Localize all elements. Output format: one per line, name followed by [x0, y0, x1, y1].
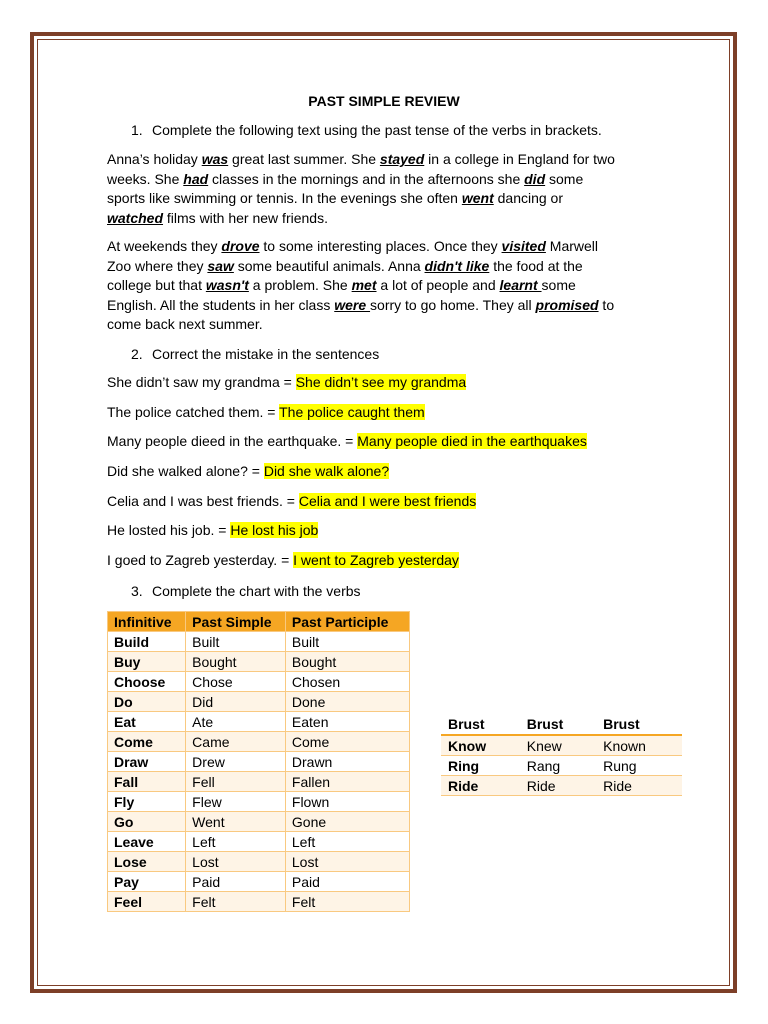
table-cell: Ring — [441, 756, 520, 776]
p1-line-1 — [107, 150, 667, 170]
section2-text: Correct the mistake in the sentences — [152, 346, 380, 362]
past-simple-cell: Went — [186, 812, 286, 832]
table-cell: Ride — [596, 776, 682, 796]
table-cell: Rang — [520, 756, 596, 776]
corrected-sentence: I went to Zagreb yesterday — [293, 552, 459, 568]
answer: did — [524, 170, 546, 187]
correction-item — [107, 492, 476, 512]
mistake-sentence: The police catched them. = — [107, 404, 280, 420]
p1-line-2 — [107, 170, 667, 190]
past-simple-cell: Felt — [186, 892, 286, 912]
past-simple-cell: Left — [186, 832, 286, 852]
infinitive-cell: Draw — [108, 752, 186, 772]
correction-item — [107, 373, 466, 393]
p2-line-3 — [107, 276, 667, 296]
past-simple-cell: Drew — [186, 752, 286, 772]
past-simple-cell: Did — [186, 692, 286, 712]
corrected-sentence: She didn’t see my grandma — [295, 374, 467, 390]
answer: had — [183, 170, 209, 187]
table-header-row — [108, 612, 410, 632]
answer: didn't like — [424, 257, 490, 274]
correction-item — [107, 432, 587, 452]
infinitive-cell: Come — [108, 732, 186, 752]
header-past-simple: Past Simple — [186, 612, 286, 632]
text: a lot of people and — [376, 277, 500, 293]
section3-text: Complete the chart with the verbs — [152, 583, 361, 599]
section1-instruction — [131, 122, 602, 138]
text: At weekends they — [107, 238, 222, 254]
header-cell: Brust — [441, 714, 520, 735]
section1-number: 1. — [131, 122, 143, 138]
past-participle-cell: Eaten — [285, 712, 409, 732]
table-cell: Rung — [596, 756, 682, 776]
answer: was — [201, 151, 229, 167]
table-row — [108, 752, 410, 772]
table-row — [441, 735, 682, 756]
past-simple-cell: Flew — [186, 792, 286, 812]
table-header-row — [441, 714, 682, 735]
answer: were — [334, 296, 371, 313]
text: sports like swimming or tennis. In the evenings she often — [107, 190, 462, 206]
correction-item — [107, 521, 318, 541]
text: Marwell — [545, 238, 599, 254]
infinitive-cell: Eat — [108, 712, 186, 732]
text: to — [598, 296, 615, 313]
past-participle-cell: Flown — [285, 792, 409, 812]
table-row — [108, 632, 410, 652]
page-title: PAST SIMPLE REVIEW — [308, 93, 460, 109]
p1-line-4 — [107, 209, 667, 229]
table-row — [108, 712, 410, 732]
text: sorry to go home. They all — [370, 296, 536, 313]
text: some — [545, 170, 584, 187]
answer: went — [461, 190, 494, 206]
text: dancing or — [493, 190, 564, 206]
past-simple-cell: Built — [186, 632, 286, 652]
corrected-sentence: The police caught them — [279, 404, 425, 420]
mistake-sentence: Celia and I was best friends. = — [107, 493, 299, 509]
answer: saw — [207, 257, 234, 274]
table-row — [108, 892, 410, 912]
table-row — [108, 732, 410, 752]
text: some — [541, 277, 576, 293]
text: great last summer. She — [228, 151, 380, 167]
section2-instruction — [131, 346, 379, 362]
answer: learnt — [499, 277, 542, 293]
table-row — [441, 756, 682, 776]
answer: met — [351, 277, 377, 293]
section3-instruction — [131, 583, 361, 599]
answer: wasn't — [205, 277, 249, 293]
infinitive-cell: Fly — [108, 792, 186, 812]
answer: watched — [107, 209, 164, 226]
text: some beautiful animals. Anna — [233, 257, 425, 274]
table-cell: Ride — [520, 776, 596, 796]
infinitive-cell: Build — [108, 632, 186, 652]
past-simple-cell: Fell — [186, 772, 286, 792]
table-row — [108, 692, 410, 712]
p2-line-4 — [107, 296, 667, 316]
table-cell: Ride — [441, 776, 520, 796]
past-simple-cell: Paid — [186, 872, 286, 892]
table-row — [108, 872, 410, 892]
past-participle-cell: Paid — [285, 872, 409, 892]
correction-item — [107, 462, 389, 482]
infinitive-cell: Do — [108, 692, 186, 712]
table-row — [108, 772, 410, 792]
text: college but that — [107, 277, 206, 293]
past-participle-cell: Bought — [285, 652, 409, 672]
text: a problem. She — [248, 277, 352, 293]
mistake-sentence: Did she walked alone? = — [107, 463, 264, 479]
table-row — [108, 812, 410, 832]
past-participle-cell: Chosen — [285, 672, 409, 692]
section2-number: 2. — [131, 346, 143, 362]
corrected-sentence: Celia and I were best friends — [298, 493, 477, 509]
text: weeks. She — [107, 170, 184, 187]
past-participle-cell: Felt — [285, 892, 409, 912]
mistake-sentence: Many people dieed in the earthquake. = — [107, 433, 358, 449]
past-simple-cell: Lost — [186, 852, 286, 872]
past-simple-cell: Chose — [186, 672, 286, 692]
past-participle-cell: Lost — [285, 852, 409, 872]
table-row — [108, 792, 410, 812]
past-participle-cell: Drawn — [285, 752, 409, 772]
header-infinitive: Infinitive — [108, 612, 186, 632]
past-participle-cell: Done — [285, 692, 409, 712]
table-row — [108, 652, 410, 672]
irregular-verbs-table — [441, 714, 682, 796]
text: to some interesting places. Once they — [259, 238, 502, 254]
infinitive-cell: Choose — [108, 672, 186, 692]
corrected-sentence: Many people died in the earthquakes — [357, 433, 587, 449]
p1-line-3 — [107, 189, 667, 209]
paragraph-2 — [107, 237, 667, 335]
p2-line-1 — [107, 237, 667, 257]
past-simple-cell: Came — [186, 732, 286, 752]
infinitive-cell: Go — [108, 812, 186, 832]
answer: promised — [535, 296, 599, 313]
table-row — [441, 776, 682, 796]
table-row — [108, 852, 410, 872]
past-participle-cell: Fallen — [285, 772, 409, 792]
header-past-participle: Past Participle — [285, 612, 409, 632]
header-cell: Brust — [520, 714, 596, 735]
mistake-sentence: I goed to Zagreb yesterday. = — [107, 552, 294, 568]
section1-text: Complete the following text using the past tense of the verbs in brackets. — [152, 122, 602, 138]
text: in a college in England for two — [424, 151, 615, 167]
infinitive-cell: Fall — [108, 772, 186, 792]
past-participle-cell: Gone — [285, 812, 409, 832]
table-row — [108, 672, 410, 692]
corrected-sentence: Did she walk alone? — [263, 463, 390, 479]
correction-item — [107, 403, 425, 423]
mistake-sentence: She didn’t saw my grandma = — [107, 374, 296, 390]
correction-item — [107, 551, 459, 571]
p2-line-2 — [107, 257, 667, 277]
past-simple-cell: Ate — [186, 712, 286, 732]
table-row — [108, 832, 410, 852]
infinitive-cell: Feel — [108, 892, 186, 912]
table-cell: Knew — [520, 735, 596, 756]
p2-line-5: come back next summer. — [107, 316, 263, 332]
infinitive-cell: Lose — [108, 852, 186, 872]
mistake-sentence: He losted his job. = — [107, 522, 231, 538]
section3-number: 3. — [131, 583, 143, 599]
answer: drove — [221, 238, 260, 254]
text: classes in the mornings and in the afternoons she — [208, 170, 525, 187]
header-cell: Brust — [596, 714, 682, 735]
table-cell: Know — [441, 735, 520, 756]
text: Zoo where they — [107, 257, 208, 274]
infinitive-cell: Leave — [108, 832, 186, 852]
infinitive-cell: Pay — [108, 872, 186, 892]
past-participle-cell: Come — [285, 732, 409, 752]
past-participle-cell: Built — [285, 632, 409, 652]
text: films with her new friends. — [163, 209, 328, 226]
answer: stayed — [379, 151, 425, 167]
past-simple-cell: Bought — [186, 652, 286, 672]
table-cell: Known — [596, 735, 682, 756]
text: the food at the — [489, 257, 583, 274]
corrected-sentence: He lost his job — [230, 522, 319, 538]
paragraph-1 — [107, 150, 667, 228]
answer: visited — [501, 238, 546, 254]
text: Anna’s holiday — [107, 151, 202, 167]
infinitive-cell: Buy — [108, 652, 186, 672]
verb-chart-table — [107, 611, 410, 912]
past-participle-cell: Left — [285, 832, 409, 852]
text: English. All the students in her class — [107, 296, 335, 313]
